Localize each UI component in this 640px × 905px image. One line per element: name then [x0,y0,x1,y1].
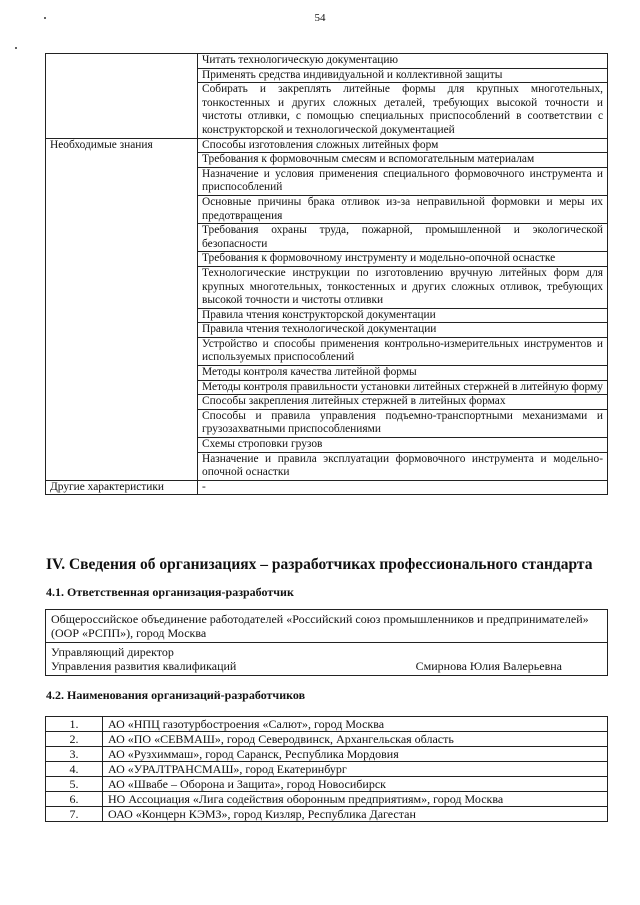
responsible-org-heading: 4.1. Ответственная организация-разработчик [46,585,294,599]
skills-label-cell [46,54,198,139]
org-name: НО Ассоциация «Лига содействия оборонным предприятиям», город Москва [103,792,608,807]
signatory-cell [46,643,608,676]
table-row [46,747,608,762]
knowledge-row: Схемы строповки грузов [198,438,608,453]
signatory-name: Смирнова Юлия Валерьевна [415,659,562,673]
knowledge-row: Назначение и условия применения специального формовочного инструмента и приспособлений [198,167,608,195]
labor-function-table [45,53,608,495]
knowledge-row: Методы контроля правильности установки литейных стержней в литейную форму [198,380,608,395]
table-row [46,777,608,792]
skill-row: Применять средства индивидуальной и коллективной защиты [198,68,608,83]
org-name: АО «ПО «СЕВМАШ», город Северодвинск, Архангельская область [103,732,608,747]
knowledge-row: Технологические инструкции по изготовлению вручную литейных форм для крупных многотельных, тонкостенных и других сложных отливок, требующих высокой точности и чистоты отливки [198,266,608,308]
signatory-position-line1: Управляющий директор [51,645,174,659]
page-number: 54 [314,12,326,24]
table-row [46,792,608,807]
table-row [46,717,608,732]
org-number: 4. [46,762,103,777]
org-name: АО «Швабе – Оборона и Защита», город Новосибирск [103,777,608,792]
other-characteristics-label: Другие характеристики [46,480,198,495]
knowledge-row: Правила чтения конструкторской документации [198,308,608,323]
knowledge-row: Устройство и способы применения контрольно-измерительных инструментов и используемых приспособлений [198,337,608,365]
scan-speck [15,47,17,49]
org-name: ОАО «Концерн КЭМЗ», город Кизляр, Республика Дагестан [103,807,608,822]
responsible-org-name: Общероссийское объединение работодателей «Российский союз промышленников и предпринимателей» (ООР «РСПП»), город Москва [46,610,608,643]
table-row [46,762,608,777]
org-number: 5. [46,777,103,792]
skill-row: Собирать и закреплять литейные формы для крупных многотельных, тонкостенных и других сложных деталей, требующих высокой точности и чистоты отливки, с помощью специальных приспособлений в соответствии с конструкторской и технологической документацией [198,83,608,138]
table-row [46,480,608,495]
knowledge-row: Назначение и правила эксплуатации формовочного инструмента и модельно-опочной оснастки [198,452,608,480]
scan-speck [44,17,46,19]
knowledge-row: Правила чтения технологической документации [198,323,608,338]
org-name: АО «УРАЛТРАНСМАШ», город Екатеринбург [103,762,608,777]
knowledge-row: Требования охраны труда, пожарной, промышленной и экологической безопасности [198,224,608,252]
org-number: 7. [46,807,103,822]
signatory-row [51,659,602,673]
table-row [46,643,608,676]
org-name: АО «Рузхиммаш», город Саранск, Республика Мордовия [103,747,608,762]
knowledge-row: Методы контроля качества литейной формы [198,366,608,381]
knowledge-row: Основные причины брака отливок из-за неправильной формовки и меры их предотвращения [198,195,608,223]
table-row [46,807,608,822]
table-row [46,54,608,69]
section-title: IV. Сведения об организациях – разработчиках профессионального стандарта [46,556,593,573]
knowledge-row: Способы и правила управления подъемно-транспортными механизмами и грузозахватными приспособлениями [198,409,608,437]
knowledge-row: Способы изготовления сложных литейных форм [198,138,608,153]
developer-orgs-table [45,716,608,822]
table-row [46,138,608,153]
knowledge-label: Необходимые знания [46,138,198,480]
developer-orgs-heading: 4.2. Наименования организаций-разработчиков [46,688,306,702]
table-row [46,732,608,747]
org-number: 6. [46,792,103,807]
knowledge-row: Требования к формовочным смесям и вспомогательным материалам [198,153,608,168]
other-characteristics-value: - [198,480,608,495]
signatory-position-line2: Управления развития квалификаций [51,659,237,673]
responsible-org-table [45,609,608,676]
knowledge-row: Требования к формовочному инструменту и модельно-опочной оснастке [198,252,608,267]
table-row [46,610,608,643]
knowledge-row: Способы закрепления литейных стержней в литейных формах [198,395,608,410]
org-number: 2. [46,732,103,747]
org-number: 3. [46,747,103,762]
org-number: 1. [46,717,103,732]
skill-row: Читать технологическую документацию [198,54,608,69]
org-name: АО «НПЦ газотурбостроения «Салют», город Москва [103,717,608,732]
